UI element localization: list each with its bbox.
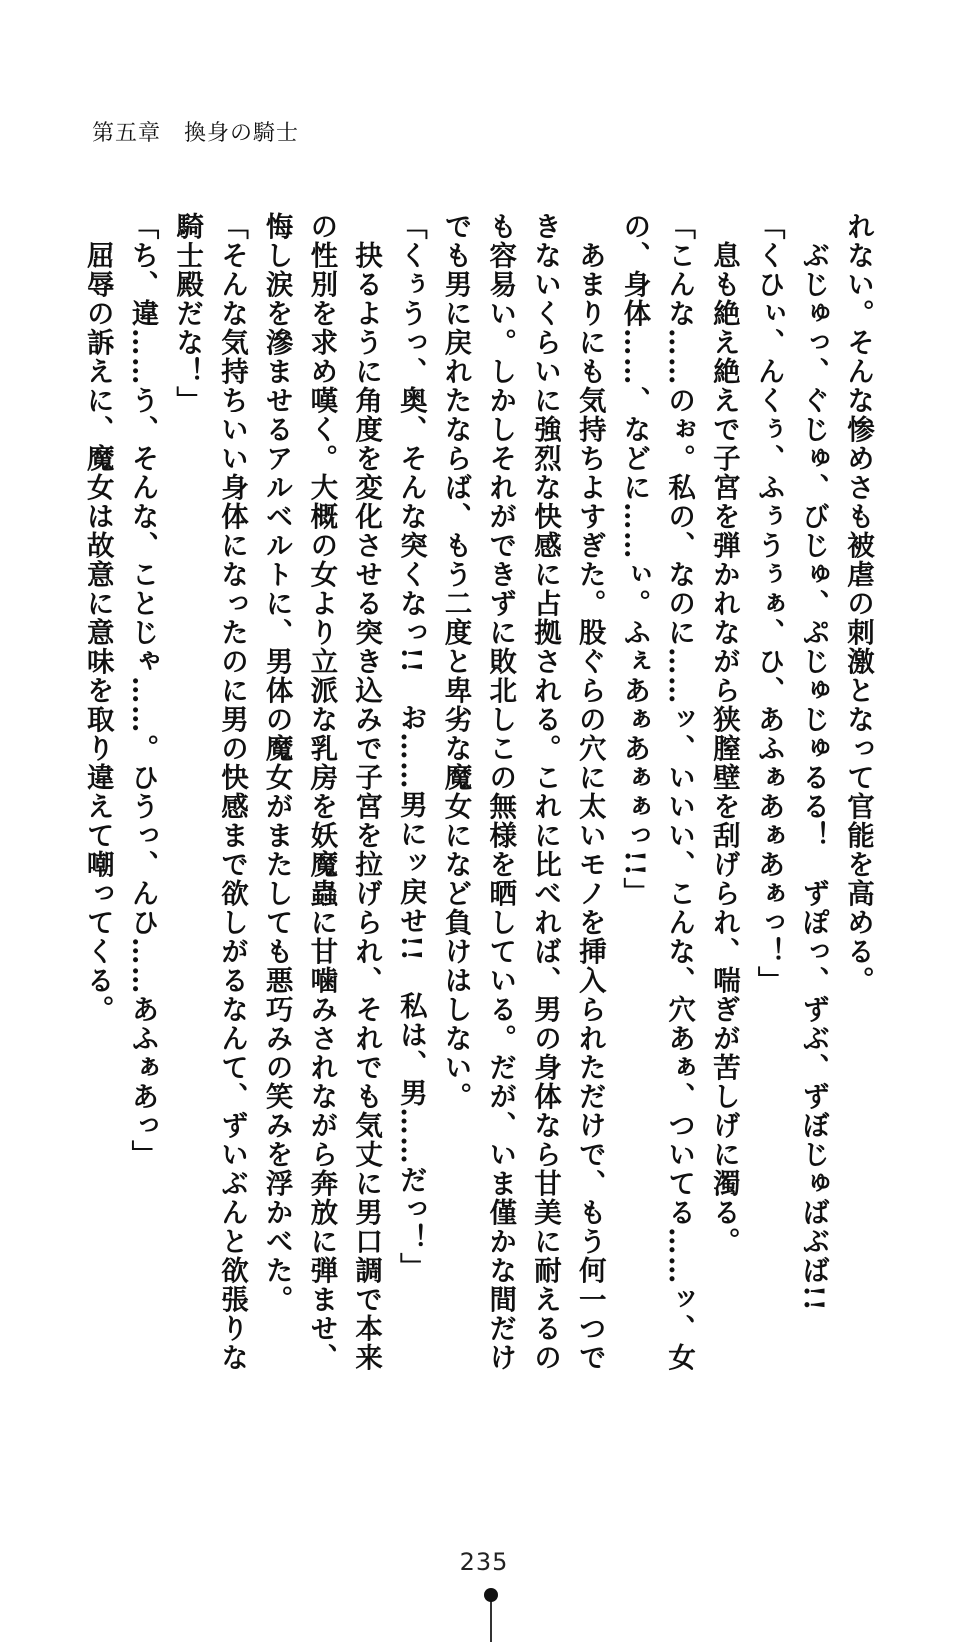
text-column: 「こんな……のぉ。私の、なのに……ッ、いいい、こんな、穴あぁ、ついてる……ッ、女 — [663, 212, 696, 1372]
text-column: 「くぅうっ、奥、そんな突くなっ!! お……男にッ戻せ!! 私は、男……だっ！」 — [394, 212, 427, 1282]
text-column: 悔し涙を滲ませるアルベルトに、男体の魔女がまたしても悪巧みの笑みを浮かべた。 — [260, 212, 293, 1314]
page-number: 235 — [459, 1548, 509, 1576]
text-column: 屈辱の訴えに、魔女は故意に意味を取り違えて嘲ってくる。 — [81, 212, 114, 1024]
text-column: 騎士殿だな！」 — [171, 212, 204, 415]
text-column: 息も絶え絶えで子宮を弾かれながら狭膣壁を刮げられ、喘ぎが苦しげに濁る。 — [707, 212, 740, 1256]
text-column: あまりにも気持ちよすぎた。股ぐらの穴に太いモノを挿入られただけで、もう何一つで — [573, 212, 606, 1372]
page-marker-dot — [484, 1588, 498, 1602]
text-column: れない。そんな惨めさも被虐の刺激となって官能を高める。 — [842, 212, 874, 995]
text-column: の、身体……、などに……ぃ。ふぇあぁあぁぁっ!!」 — [618, 212, 651, 907]
text-column: の性別を求め嘆く。大概の女より立派な乳房を妖魔蟲に甘噛みされながら奔放に弾ませ、 — [305, 212, 338, 1372]
text-column: も容易い。しかしそれができずに敗北しこの無様を晒している。だが、いま僅かな間だけ — [484, 212, 517, 1372]
text-column: ぶじゅっ、ぐじゅ、びじゅ、ぷじゅじゅるる！ ずぽっ、ずぶ、ずぼじゅばぶば!! — [797, 212, 830, 1313]
text-column: 「くひぃ、んくぅ、ふぅうぅぁ、ひ、あふぁあぁあぁっ！」 — [752, 212, 785, 995]
text-column: 抉るように角度を変化させる突き込みで子宮を拉げられ、それでも気丈に男口調で本来 — [350, 212, 383, 1372]
running-title: 第五章 換身の騎士 — [92, 121, 300, 146]
text-column: きないくらいに強烈な快感に占拠される。これに比べれば、男の身体なら甘美に耐えるの — [528, 212, 561, 1372]
text-column: でも男に戻れたならば、もう二度と卑劣な魔女になど負けはしない。 — [439, 212, 472, 1111]
body-text — [80, 212, 880, 1512]
text-column: 「ち、違……う、そんな、ことじゃ……。ひうっ、んひ……あふぁあっ」 — [126, 212, 159, 1169]
text-column: 「そんな気持ちいい身体になったのに男の快感まで欲しがるなんて、ずいぶんと欲張りな — [215, 212, 248, 1372]
